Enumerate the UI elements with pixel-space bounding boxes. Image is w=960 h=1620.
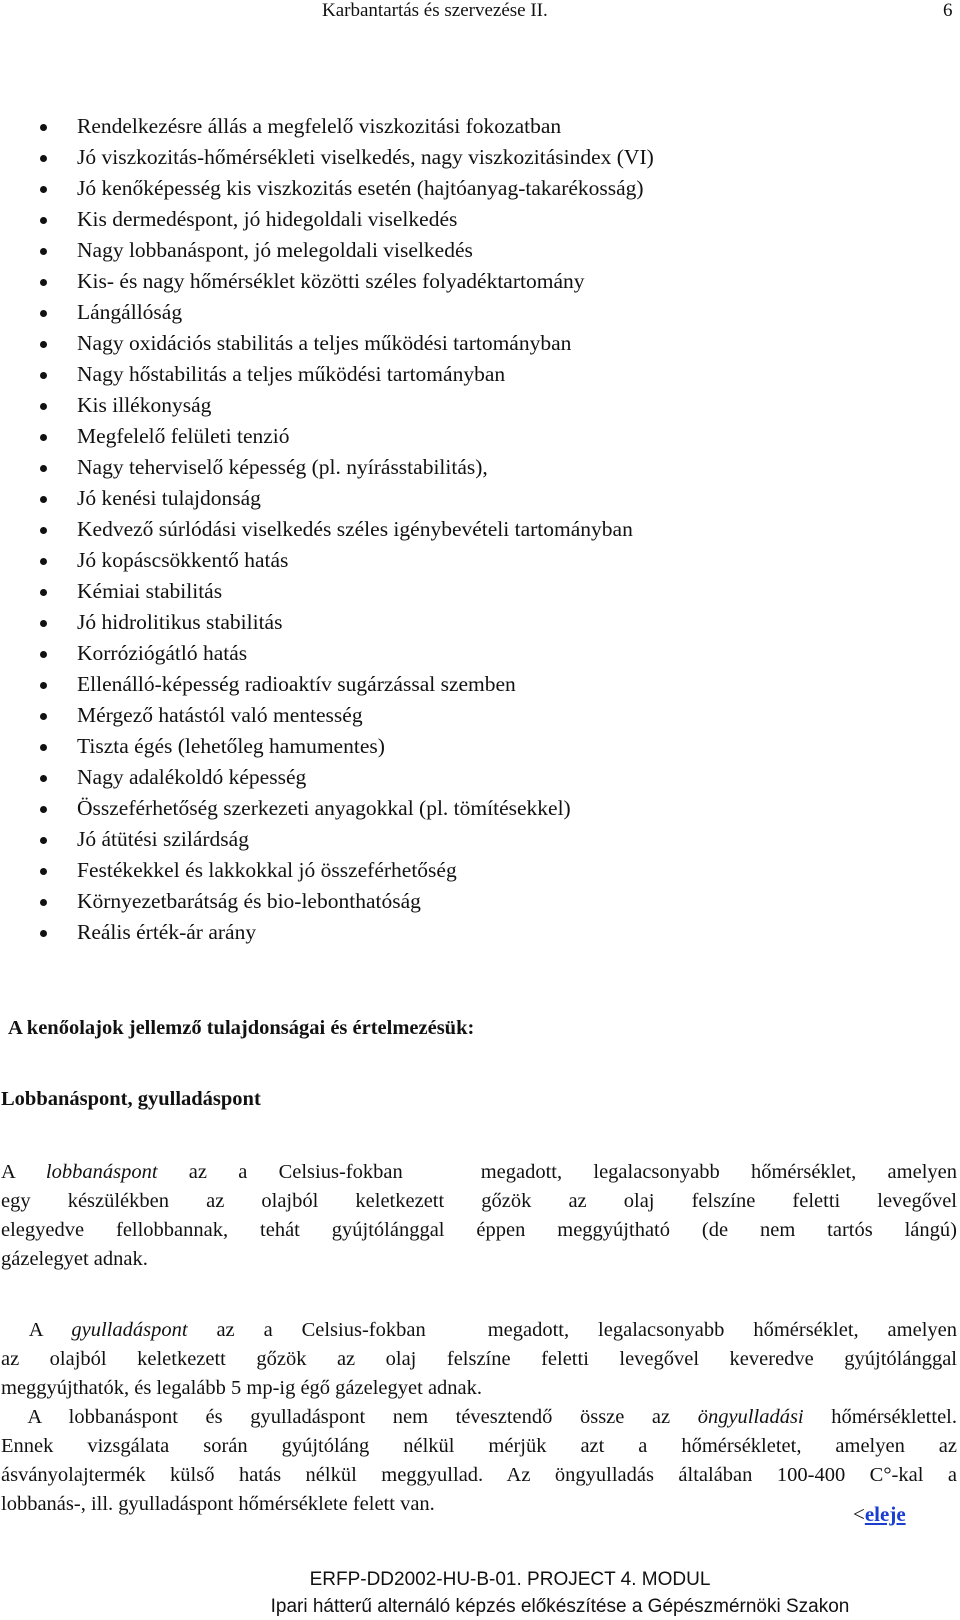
bullet-dot-icon (40, 837, 47, 844)
bullet-dot-icon (40, 651, 47, 658)
list-item-label: Festékekkel és lakkokkal jó összeférhetőség (77, 858, 457, 882)
list-item-label: Összeférhetőség szerkezeti anyagokkal (pl. tömítésekkel) (77, 796, 571, 820)
bullet-dot-icon (40, 155, 47, 162)
text-fragment: A lobbanáspont és gyulladáspont nem tévesztendő össze az (1, 1406, 698, 1428)
list-item-label: Kis illékonyság (77, 393, 212, 417)
subsection-title: Lobbanáspont, gyulladáspont (1, 1088, 261, 1110)
list-item-label: Lángállóság (77, 300, 183, 324)
bullet-dot-icon (40, 124, 47, 131)
list-item (0, 638, 960, 669)
bullet-dot-icon (40, 806, 47, 813)
bullet-dot-icon (40, 217, 47, 224)
bullet-dot-icon (40, 744, 47, 751)
page-number: 6 (943, 0, 953, 21)
list-item (0, 390, 960, 421)
list-item (0, 173, 960, 204)
list-item (0, 297, 960, 328)
bullet-dot-icon (40, 558, 47, 565)
list-item (0, 700, 960, 731)
list-item-label: Mérgező hatástól való mentesség (77, 703, 363, 727)
back-to-top-link[interactable]: eleje (864, 1502, 906, 1526)
bullet-dot-icon (40, 496, 47, 503)
list-item (0, 762, 960, 793)
list-item-label: Jó kenőképesség kis viszkozitás esetén (hajtóanyag-takarékosság) (77, 176, 644, 200)
list-item-label: Jó átütési szilárdság (77, 827, 249, 851)
bullet-dot-icon (40, 310, 47, 317)
text-fragment: megadott, legalacsonyabb hőmérséklet, amelyen (487, 1319, 957, 1341)
list-item-label: Rendelkezésre állás a megfelelő viszkozitási fokozatban (77, 114, 562, 138)
text-fragment: az a Celsius-fokban (157, 1161, 403, 1183)
list-item (0, 204, 960, 235)
list-item (0, 452, 960, 483)
paragraph-line (1, 1158, 957, 1187)
back-link-prefix: < (853, 1502, 865, 1526)
term-gyulladaspont: gyulladáspont (71, 1319, 188, 1341)
list-item (0, 266, 960, 297)
paragraph-line (1, 1403, 957, 1432)
text-fragment: megadott, legalacsonyabb hőmérséklet, amelyen (480, 1161, 957, 1183)
list-item (0, 793, 960, 824)
list-item (0, 886, 960, 917)
bullet-dot-icon (40, 620, 47, 627)
paragraph-line: ásványolajtermék külső hatás nélkül meggyullad. Az öngyulladás általában 100-400 C°-kal a (1, 1464, 957, 1486)
list-item-label: Reális érték-ár arány (77, 920, 257, 944)
list-item-label: Jó hidrolitikus stabilitás (77, 610, 283, 634)
list-item-label: Kis- és nagy hőmérséklet közötti széles folyadéktartomány (77, 269, 585, 293)
list-item-label: Jó kopáscsökkentő hatás (77, 548, 289, 572)
list-item-label: Jó kenési tulajdonság (77, 486, 261, 510)
section-title: A kenőolajok jellemző tulajdonságai és értelmezésük: (8, 1017, 475, 1039)
list-item (0, 421, 960, 452)
list-item-label: Nagy lobbanáspont, jó melegoldali viselkedés (77, 238, 473, 262)
list-item (0, 607, 960, 638)
list-item (0, 514, 960, 545)
list-item-label: Jó viszkozitás-hőmérsékleti viselkedés, nagy viszkozitásindex (VI) (77, 145, 654, 169)
list-item (0, 669, 960, 700)
bullet-dot-icon (40, 930, 47, 937)
text-fragment: hőmérséklettel. (803, 1406, 957, 1428)
header-title: Karbantartás és szervezése II. (322, 0, 548, 21)
back-to-top (853, 1502, 906, 1527)
list-item (0, 111, 960, 142)
property-list (0, 111, 960, 948)
paragraph-line: meggyújthatók, és legalább 5 mp-ig égő gázelegyet adnak. (1, 1377, 483, 1399)
list-item (0, 483, 960, 514)
bullet-dot-icon (40, 775, 47, 782)
bullet-dot-icon (40, 186, 47, 193)
bullet-dot-icon (40, 589, 47, 596)
bullet-dot-icon (40, 434, 47, 441)
list-item (0, 824, 960, 855)
list-item-label: Ellenálló-képesség radioaktív sugárzással szemben (77, 672, 516, 696)
list-item-label: Kémiai stabilitás (77, 579, 223, 603)
list-item-label: Nagy adalékoldó képesség (77, 765, 307, 789)
bullet-dot-icon (40, 868, 47, 875)
paragraph-line: az olajból keletkezett gőzök az olaj felszíne feletti levegővel keveredve gyújtólánggal (1, 1348, 957, 1370)
list-item (0, 855, 960, 886)
bullet-dot-icon (40, 279, 47, 286)
bullet-dot-icon (40, 899, 47, 906)
text-fragment: A (1, 1161, 46, 1183)
list-item-label: Nagy hőstabilitás a teljes működési tartományban (77, 362, 506, 386)
bullet-dot-icon (40, 527, 47, 534)
text-fragment: az a Celsius-fokban (187, 1319, 426, 1341)
term-lobbanaspont: lobbanáspont (45, 1161, 158, 1183)
list-item (0, 142, 960, 173)
paragraph-line (1, 1316, 957, 1345)
bullet-dot-icon (40, 713, 47, 720)
list-item (0, 545, 960, 576)
paragraph-line: egy készülékben az olajból keletkezett gőzök az olaj felszíne feletti levegővel (1, 1190, 957, 1212)
bullet-dot-icon (40, 465, 47, 472)
bullet-dot-icon (40, 341, 47, 348)
list-item (0, 576, 960, 607)
list-item-label: Kedvező súrlódási viselkedés széles igénybevételi tartományban (77, 517, 633, 541)
paragraph-line: Ennek vizsgálata során gyújtóláng nélkül mérjük azt a hőmérsékletet, amelyen az (1, 1435, 957, 1457)
list-item-label: Tiszta égés (lehetőleg hamumentes) (77, 734, 385, 758)
list-item-label: Megfelelő felületi tenzió (77, 424, 290, 448)
bullet-dot-icon (40, 248, 47, 255)
footer-project: ERFP-DD2002-HU-B-01. PROJECT 4. MODUL (309, 1569, 711, 1590)
paragraph-gyulladaspont (1, 1316, 957, 1403)
list-item-label: Nagy oxidációs stabilitás a teljes működési tartományban (77, 331, 572, 355)
page-header (0, 0, 960, 28)
paragraph-line: gázelegyet adnak. (1, 1248, 148, 1270)
paragraph-lobbanaspont (1, 1158, 957, 1274)
list-item (0, 235, 960, 266)
bullet-dot-icon (40, 682, 47, 689)
list-item (0, 731, 960, 762)
paragraph-line: lobbanás-, ill. gyulladáspont hőmérséklete felett van. (1, 1493, 435, 1515)
bullet-dot-icon (40, 372, 47, 379)
list-item-label: Nagy teherviselő képesség (pl. nyírásstabilitás), (77, 455, 488, 479)
list-item (0, 917, 960, 948)
term-ongyulladasi: öngyulladási (697, 1406, 804, 1428)
list-item (0, 359, 960, 390)
list-item-label: Környezetbarátság és bio-lebonthatóság (77, 889, 421, 913)
text-fragment: A (1, 1319, 72, 1341)
footer-program: Ipari hátterű alternáló képzés előkészítése a Gépészmérnöki Szakon (270, 1596, 850, 1617)
list-item-label: Korróziógátló hatás (77, 641, 248, 665)
paragraph-ongyulladas (1, 1403, 957, 1519)
list-item (0, 328, 960, 359)
list-item-label: Kis dermedéspont, jó hidegoldali viselkedés (77, 207, 458, 231)
paragraph-line: elegyedve fellobbannak, tehát gyújtólánggal éppen meggyújtható (de nem tartós lángú) (1, 1219, 957, 1241)
bullet-dot-icon (40, 403, 47, 410)
